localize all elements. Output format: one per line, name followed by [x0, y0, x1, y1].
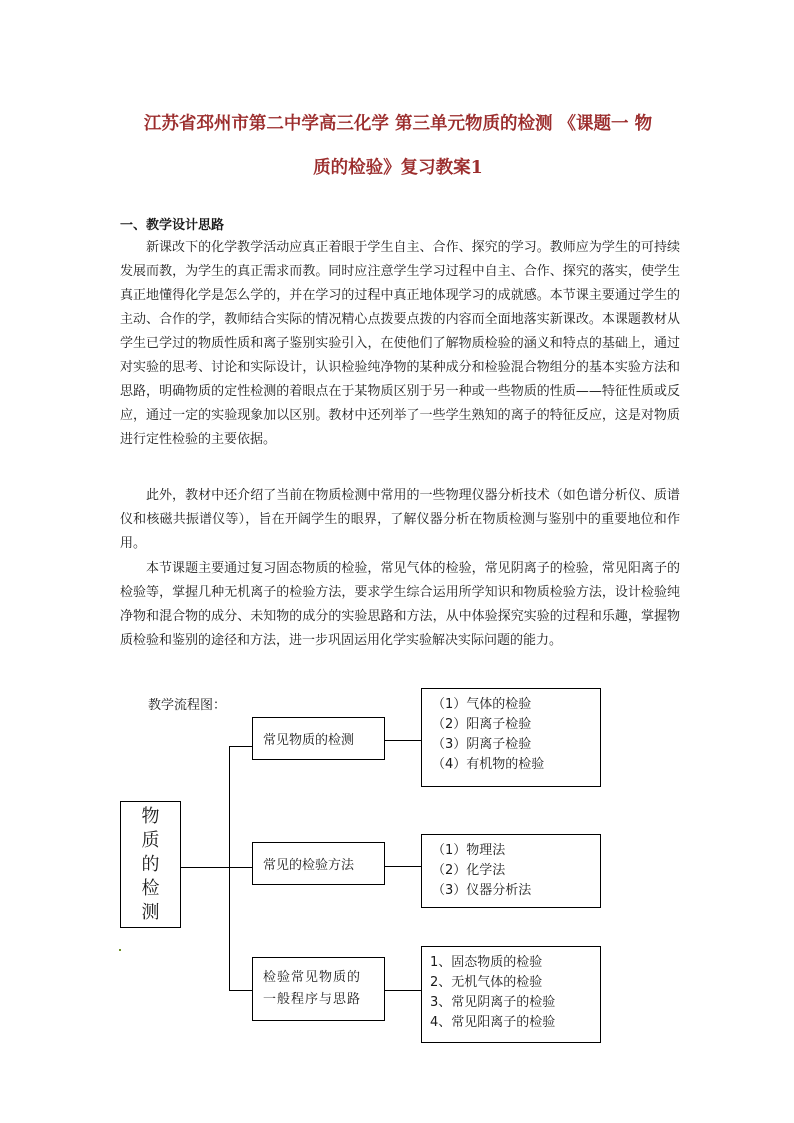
branch-label: 检验常见物质的一般程序与思路 — [263, 970, 362, 1007]
title-line-2: 质的检验》复习教案1 — [313, 158, 483, 178]
page-title — [112, 102, 684, 190]
detail-item: 1、固态物质的检验 — [430, 955, 543, 970]
detail-item: （3）仪器分析法 — [432, 883, 532, 898]
connector-root-to-trunk — [181, 867, 229, 868]
root-char: 测 — [141, 901, 160, 923]
title-line-1: 江苏省邳州市第二中学高三化学 第三单元物质的检测 《课题一 物 — [143, 114, 653, 134]
paragraph-1: 新课改下的化学教学活动应真正着眼于学生自主、合作、探究的学习。教师应为学生的可持续发展而教，为学生的真正需求而教。同时应注意学生学习过程中自主、合作、探究的落实，使学生真正地懂得化学是怎么学的，并在学习的过程中真正地体现学习的成就感。本节课主要通过学生的主动、合作的学，教师结合实际的情况精心点拨要点拨的内容而全面地落实新课改。本课题教材从学生已学过的物质性质和离子鉴别实验引入，在使他们了解物质检验的涵义和特点的基础上，通过对实验的思考、讨论和实际设计，认识检验纯净物的某种成分和检验混合物组分的基本实验方法和思路，明确物质的定性检测的着眼点在于某物质区别于另一种或一些物质的性质——特征性质或反应，通过一定的实验现象加以区别。教材中还列举了一些学生熟知的离子的特征反应，这是对物质进行定性检验的主要依据。 — [120, 240, 680, 447]
paragraph-2: 此外，教材中还介绍了当前在物质检测中常用的一些物理仪器分析技术（如色谱分析仪、质谱仪和核磁共振谱仪等），旨在开阔学生的眼界，了解仪器分析在物质检测与鉴别中的重要地位和作用。 — [120, 488, 680, 551]
flowchart-detail-3 — [421, 946, 601, 1043]
flowchart-label: 教学流程图： — [148, 698, 227, 713]
connector-branch-3-to-detail — [385, 990, 421, 991]
flowchart-branch-3 — [252, 957, 385, 1021]
flowchart-branch-2 — [252, 842, 385, 885]
connector-branch-1-to-detail — [385, 740, 421, 741]
detail-item: （2）阳离子检验 — [432, 717, 532, 732]
flowchart-root-box — [120, 801, 181, 928]
section-heading: 一、教学设计思路 — [120, 218, 225, 233]
detail-item: （3）阴离子检验 — [432, 737, 532, 752]
detail-item: 3、常见阴离子的检验 — [430, 995, 556, 1010]
branch-label: 常见物质的检测 — [263, 733, 355, 748]
paragraph-3: 本节课题主要通过复习固态物质的检验，常见气体的检验，常见阴离子的检验，常见阳离子的检验等，掌握几种无机离子的检验方法，要求学生综合运用所学知识和物质检验方法，设计检验纯净物和混合物的成分、未知物的成分的实验思路和方法，从中体验探究实验的过程和乐趣，掌握物质检验和鉴别的途径和方法，进一步巩固运用化学实验解决实际问题的能力。 — [120, 561, 680, 648]
detail-item: （2）化学法 — [432, 863, 506, 878]
flowchart-branch-1 — [252, 717, 385, 760]
detail-item: （4）有机物的检验 — [432, 757, 545, 772]
flowchart-detail-2 — [421, 834, 601, 908]
connector-trunk — [229, 746, 230, 990]
connector-trunk-to-branch-1 — [229, 746, 252, 747]
detail-item: 4、常见阳离子的检验 — [430, 1015, 556, 1030]
stray-mark — [119, 949, 121, 951]
root-char: 的 — [141, 853, 160, 875]
connector-branch-2-to-detail — [385, 866, 421, 867]
root-char: 物 — [141, 805, 160, 827]
branch-label: 常见的检验方法 — [263, 858, 355, 873]
root-char: 质 — [141, 829, 160, 851]
detail-item: （1）物理法 — [432, 843, 506, 858]
connector-trunk-to-branch-2 — [229, 867, 252, 868]
connector-trunk-to-branch-3 — [229, 990, 252, 991]
root-char: 检 — [141, 877, 160, 899]
detail-item: （1）气体的检验 — [432, 697, 532, 712]
detail-item: 2、无机气体的检验 — [430, 975, 543, 990]
flowchart-detail-1 — [421, 688, 601, 787]
